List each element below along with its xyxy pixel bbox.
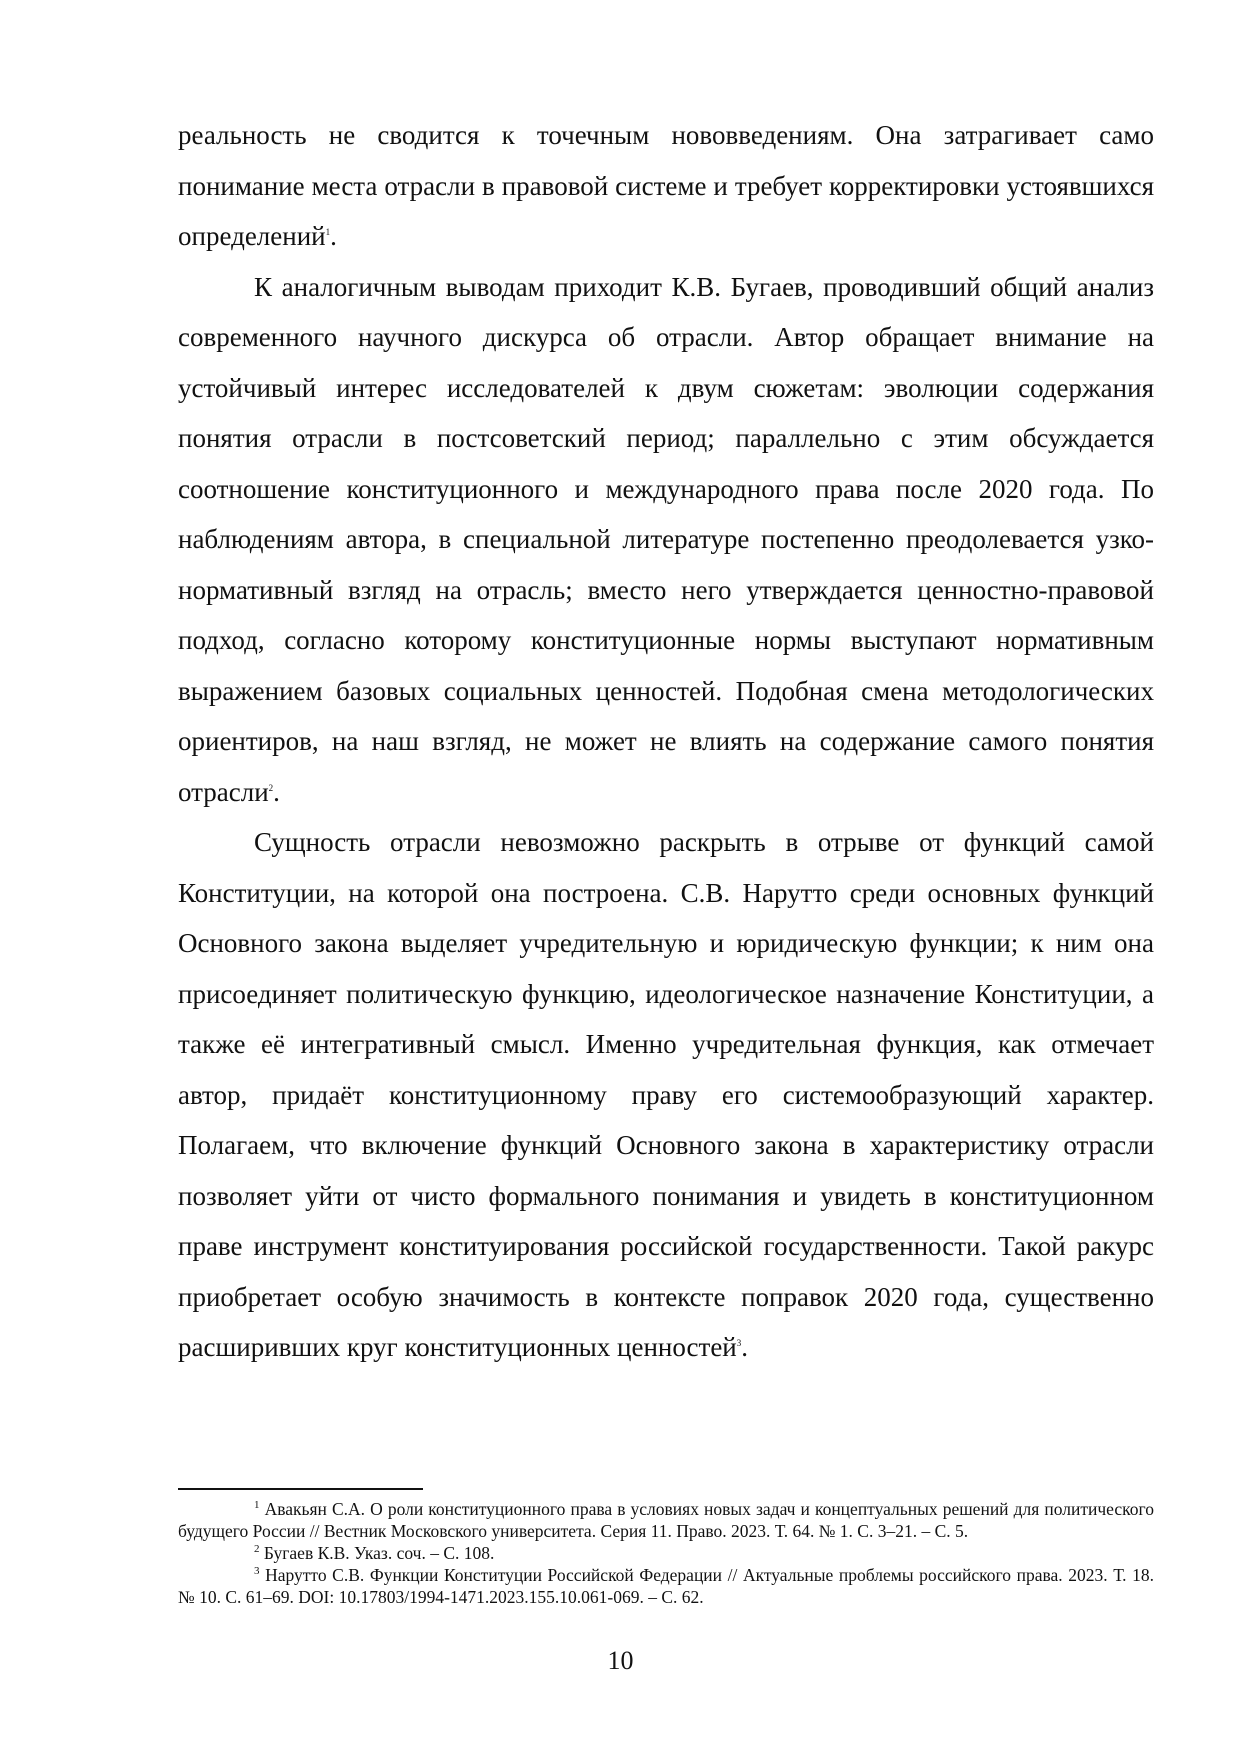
paragraph-2-end: . bbox=[273, 776, 280, 807]
paragraph-1-text: реальность не сводится к точечным нововведениям. Она затрагивает само понимание места отрасли в правовой системе и требует корректировки устоявшихся определений bbox=[178, 120, 1154, 251]
paragraph-2 bbox=[178, 262, 1154, 818]
footnote-2-text: Бугаев К.В. Указ. соч. – С. 108. bbox=[263, 1543, 495, 1563]
footnotes-section bbox=[178, 1488, 1154, 1608]
footnote-3 bbox=[178, 1564, 1154, 1608]
footnote-ref-3[interactable]: 3 bbox=[736, 1338, 742, 1348]
paragraph-3-text: Сущность отрасли невозможно раскрыть в отрыве от функций самой Конституции, на которой она построена. С.В. Нарутто среди основных функций Основного закона выделяет учредительную и юридическую функции; к ним она присоединяет политическую функцию, идеологическое назначение Конституции, а также её интегративный смысл. Именно учредительная функция, как отмечает автор, придаёт конституционному праву его системообразующий характер. Полагаем, что включение функций Основного закона в характеристику отрасли позволяет уйти от чисто формального понимания и увидеть в конституционном праве инструмент конституирования российской государственности. Такой ракурс приобретает особую значимость в контексте поправок 2020 года, существенно расширивших круг конституционных ценностей bbox=[178, 827, 1154, 1362]
paragraph-3 bbox=[178, 817, 1154, 1373]
page-number: 10 bbox=[607, 1646, 634, 1675]
footnote-ref-1[interactable]: 1 bbox=[325, 227, 331, 237]
footnote-1-number: 1 bbox=[254, 1499, 260, 1512]
footnote-3-text: Нарутто С.В. Функции Конституции Российской Федерации // Актуальные проблемы российского права. 2023. Т. 18. № 10. С. 61–69. DOI: 10.17803/1994-1471.2023.155.10.061-069. – С. 62. bbox=[178, 1565, 1154, 1607]
document-body bbox=[178, 110, 1154, 1373]
footnote-1-text: Авакьян С.А. О роли конституционного права в условиях новых задач и концептуальных решений для политического будущего России // Вестник Московского университета. Серия 11. Право. 2023. Т. 64. № 1. С. 3–21. – С. 5. bbox=[178, 1499, 1154, 1541]
paragraph-1 bbox=[178, 110, 1154, 262]
footnote-ref-2[interactable]: 2 bbox=[268, 782, 274, 793]
footnote-2-number: 2 bbox=[254, 1543, 260, 1556]
footnote-2 bbox=[178, 1542, 1154, 1564]
paragraph-2-text: К аналогичным выводам приходит К.В. Бугаев, проводивший общий анализ современного научного дискурса об отрасли. Автор обращает внимание на устойчивый интерес исследователей к двум сюжетам: эволюции содержания понятия отрасли в постсоветский период; параллельно с этим обсуждается соотношение конституционного и международного права после 2020 года. По наблюдениям автора, в специальной литературе постепенно преодолевается узко-нормативный взгляд на отрасль; вместо него утверждается ценностно-правовой подход, согласно которому конституционные нормы выступают нормативным выражением базовых социальных ценностей. Подобная смена методологических ориентиров, на наш взгляд, не может не влиять на содержание самого понятия отрасли bbox=[178, 271, 1154, 807]
paragraph-1-end: . bbox=[330, 221, 337, 251]
footnote-separator bbox=[178, 1488, 423, 1490]
paragraph-3-end: . bbox=[741, 1332, 749, 1362]
footnote-1 bbox=[178, 1498, 1154, 1542]
footnote-3-number: 3 bbox=[254, 1565, 260, 1578]
